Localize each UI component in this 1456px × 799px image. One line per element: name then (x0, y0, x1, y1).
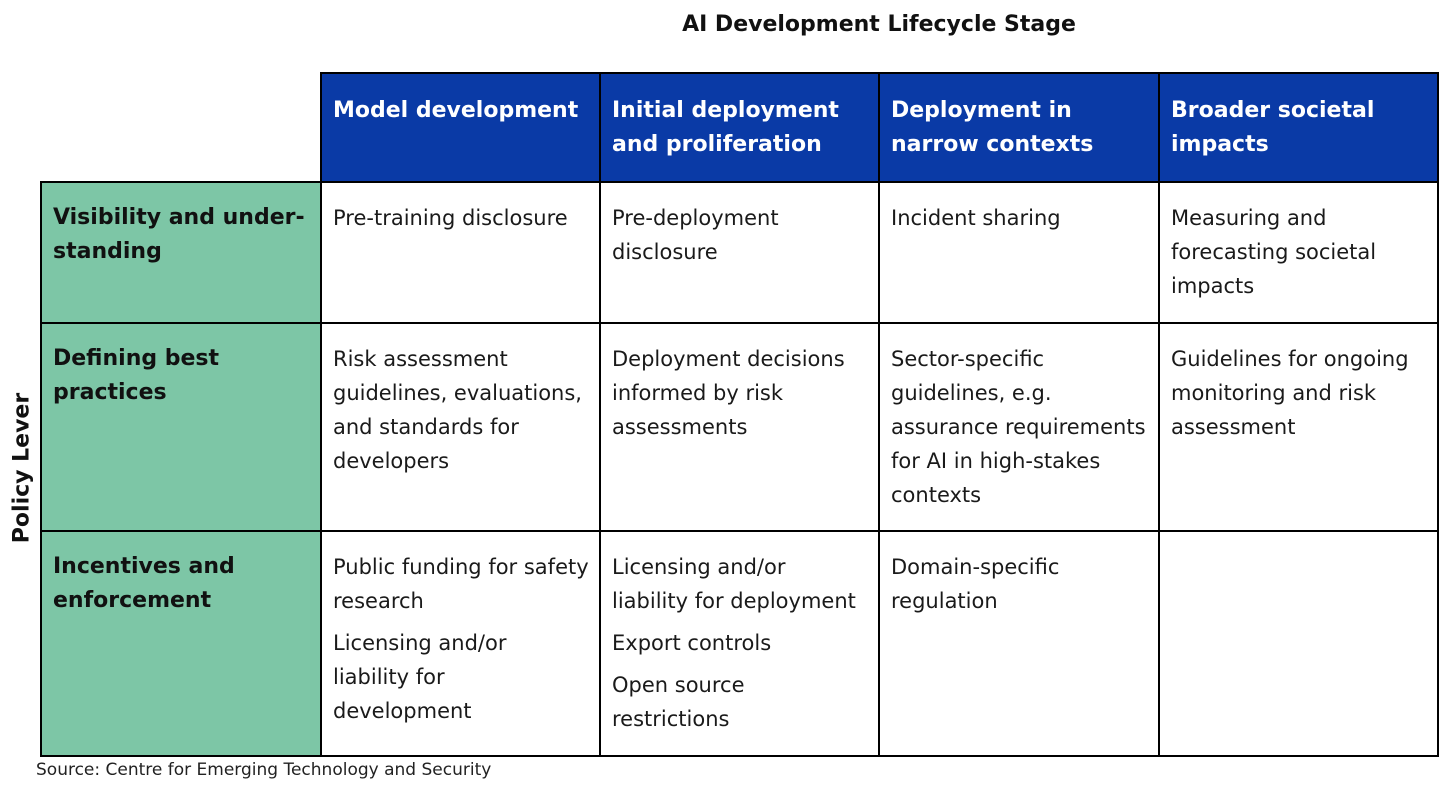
cell-item: Measuring and forecasting societal impacts (1171, 206, 1377, 298)
matrix-cell (320, 181, 599, 322)
source-note: Source: Centre for Emerging Technology and Security (36, 760, 492, 780)
cell-item: Guidelines for ongoing monitoring and risk assessment (1171, 347, 1409, 439)
cell-item: Risk assessment guidelines, evaluations, and standards for developers (333, 347, 582, 473)
matrix-cell-empty (1158, 530, 1439, 757)
cell-item: Domain-specific regulation (891, 555, 1060, 613)
column-header-narrow-contexts: Deployment in narrow contexts (878, 72, 1158, 181)
matrix-cell (599, 181, 878, 322)
matrix-cell (320, 322, 599, 530)
column-header-societal-impacts: Broader societal impacts (1158, 72, 1439, 181)
cell-item: Deployment decisions informed by risk assessments (612, 347, 845, 439)
matrix-corner (40, 72, 320, 181)
policy-matrix (40, 72, 1439, 757)
matrix-cell (599, 530, 878, 757)
cell-item: Export controls (612, 631, 772, 655)
cell-item: Public funding for safety research (333, 555, 589, 613)
cell-item: Incident sharing (891, 206, 1061, 230)
cell-item: Sector-specific guidelines, e.g. assurance requirements for AI in high-stakes contexts (891, 347, 1146, 507)
matrix-cell (878, 530, 1158, 757)
matrix-cell (1158, 322, 1439, 530)
matrix-cell (878, 181, 1158, 322)
cell-item: Pre-deployment disclosure (612, 206, 779, 264)
cell-item: Open source restrictions (612, 673, 745, 731)
row-label-best-practices: Defining best practices (40, 322, 320, 530)
matrix-cell (1158, 181, 1439, 322)
matrix-cell (878, 322, 1158, 530)
matrix-cell (599, 322, 878, 530)
row-label-incentives: Incentives and enforcement (40, 530, 320, 757)
top-axis-title: AI Development Lifecycle Stage (682, 12, 1076, 37)
cell-item: Licensing and/or liability for development (333, 631, 507, 723)
matrix-cell (320, 530, 599, 757)
column-header-initial-deployment: Initial deployment and proliferation (599, 72, 878, 181)
row-label-visibility: Visibility and under-standing (40, 181, 320, 322)
side-axis-title: Policy Lever (9, 392, 35, 544)
cell-item: Pre-training disclosure (333, 206, 568, 230)
cell-item: Licensing and/or liability for deployment (612, 555, 856, 613)
column-header-model-development: Model development (320, 72, 599, 181)
